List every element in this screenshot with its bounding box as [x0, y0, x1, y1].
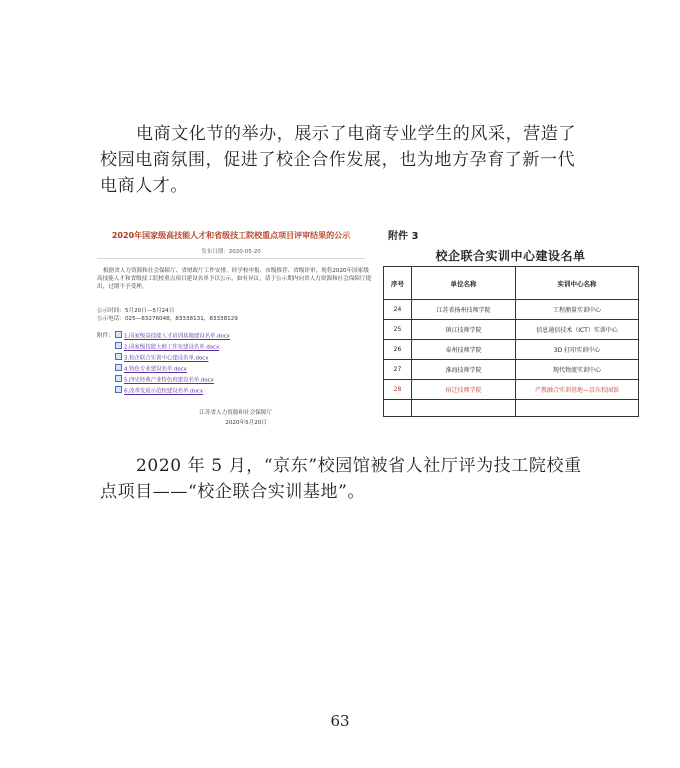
header-cell: 序号: [384, 267, 412, 300]
annex-screenshot: [383, 225, 645, 425]
table-cell: 江苏省扬州技师学院: [412, 300, 516, 320]
annex-title: 校企联合实训中心建设名单: [435, 249, 586, 263]
notice-date: 发布日期：2020-05-20: [201, 249, 261, 255]
table-cell: 信息通信技术（ICT）实训中心: [516, 320, 639, 340]
document-icon: [115, 375, 122, 382]
table-cell: 27: [384, 360, 412, 380]
notice-body: 根据省人力资源和社会保障厅、省财政厅工作安排，经学校申报、市级推荐、省级评审，现将2020年国家级高技能人才和省级技工院校重点项目建设名单予以公示，如有异议，请于公示期内向省人力资源和社会保障厅提出，过期不予受理。: [97, 268, 372, 290]
attachment-link[interactable]: 2.国家级技能大师工作室建设名单.docx: [115, 342, 230, 353]
table-cell: 宿迁技师学院: [412, 380, 516, 400]
table-cell: [384, 400, 412, 417]
document-icon: [115, 331, 122, 338]
notice-signature-org: 江苏省人力资源和社会保障厅: [199, 410, 272, 416]
attachment-link[interactable]: 1.国家级高技能人才培训基地建设名单.docx: [115, 331, 230, 342]
notice-screenshot: [85, 220, 377, 432]
document-icon: [115, 386, 122, 393]
attachments-label: 附件：: [97, 333, 114, 339]
table-cell: 泰州技师学院: [412, 340, 516, 360]
table-cell: 淮海技师学院: [412, 360, 516, 380]
attachments-list: [115, 331, 230, 397]
table-cell: [516, 400, 639, 417]
page-number: 63: [330, 712, 350, 730]
document-icon: [115, 353, 122, 360]
notice-signature-date: 2020年5月20日: [225, 420, 267, 426]
annex-label: 附件 3: [388, 231, 419, 242]
document-icon: [115, 342, 122, 349]
attachment-link[interactable]: 3.校企联合实训中心建设名单.docx: [115, 353, 230, 364]
document-icon: [115, 364, 122, 371]
closing-paragraph: 2020 年 5 月，“京东”校园馆被省人社厅评为技工院校重点项目——“校企联合实训基地”。: [100, 456, 582, 502]
table-cell: 工程测量实训中心: [516, 300, 639, 320]
attachment-link[interactable]: 6.改革发展示范校建设名单.docx: [115, 386, 230, 397]
intro-paragraph: 电商文化节的举办，展示了电商专业学生的风采，营造了校园电商氛围，促进了校企合作发展，也为地方孕育了新一代电商人才。: [100, 124, 576, 196]
table-row-empty: [384, 400, 639, 417]
table-cell: 产教融合实训基地—京东校园馆: [516, 380, 639, 400]
table-row: [384, 300, 639, 320]
table-row: [384, 340, 639, 360]
table-cell: 24: [384, 300, 412, 320]
table-cell: 25: [384, 320, 412, 340]
training-center-table: [383, 266, 639, 417]
attachment-link[interactable]: 5.四史经典产业特色班建设名单.docx: [115, 375, 230, 386]
table-row-highlighted: [384, 380, 639, 400]
notice-title: 2020年国家级高技能人才和省级技工院校重点项目评审结果的公示: [111, 231, 351, 240]
table-cell: 26: [384, 340, 412, 360]
header-cell: 单位名称: [412, 267, 516, 300]
table-cell: 现代物流实训中心: [516, 360, 639, 380]
notice-divider: [97, 258, 365, 259]
table-cell: 3D 打印实训中心: [516, 340, 639, 360]
table-cell: 28: [384, 380, 412, 400]
table-cell: [412, 400, 516, 417]
header-cell: 实训中心名称: [516, 267, 639, 300]
table-row: [384, 360, 639, 380]
table-cell: 镇江技师学院: [412, 320, 516, 340]
attachment-link[interactable]: 4.特色专业建设名单.docx: [115, 364, 230, 375]
notice-phone: 公示电话：025—83276048，83338131，83338129: [97, 316, 238, 322]
table-header-row: [384, 267, 639, 300]
table-row: [384, 320, 639, 340]
notice-period: 公示时间：5月20日—5月24日: [97, 308, 175, 314]
